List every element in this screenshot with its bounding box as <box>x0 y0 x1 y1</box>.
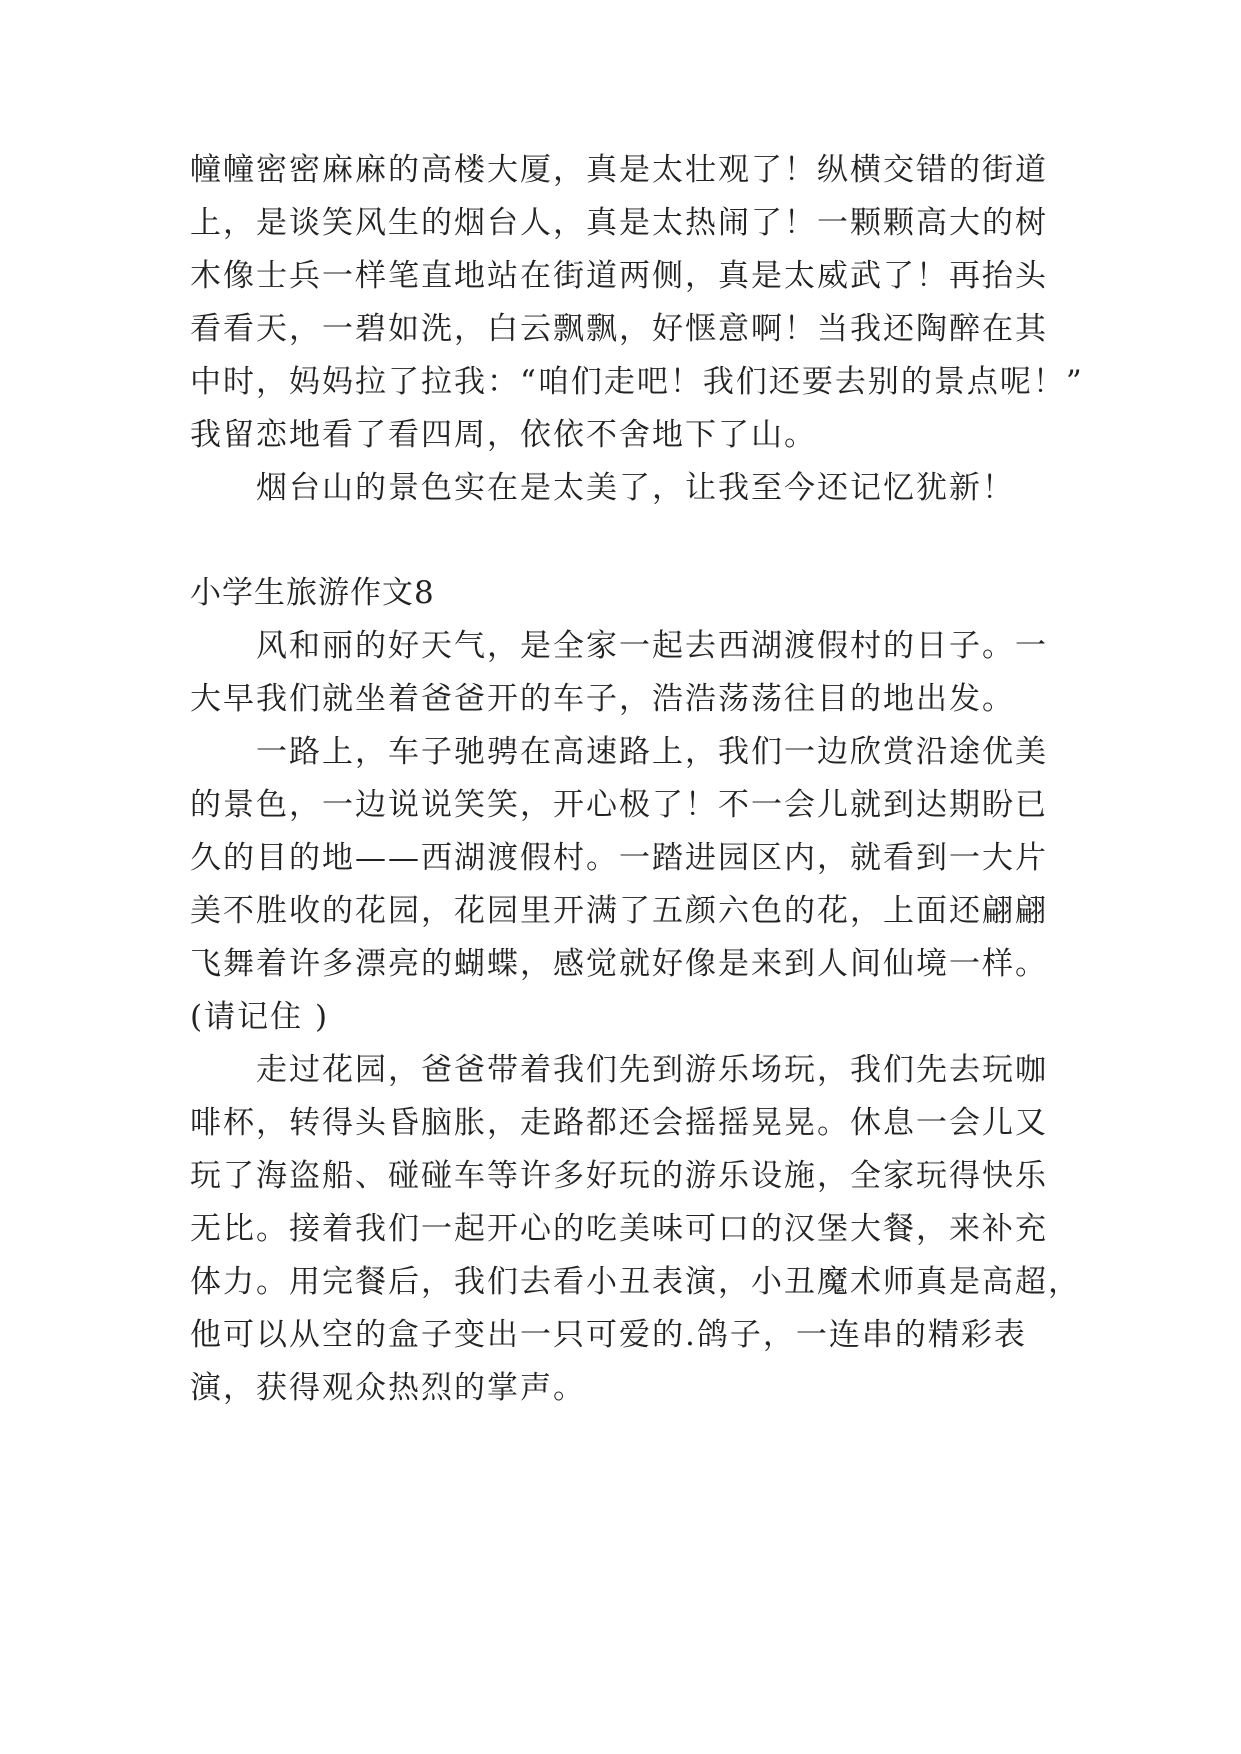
paragraph-line: 大早我们就坐着爸爸开的车子，浩浩荡荡往目的地出发。 <box>190 681 1015 717</box>
paragraph-line: 无比。接着我们一起开心的吃美味可口的汉堡大餐，来补充 <box>190 1211 1048 1247</box>
paragraph-line: 玩了海盗船、碰碰车等许多好玩的游乐设施，全家玩得快乐 <box>190 1158 1048 1194</box>
paragraph-line: 中时，妈妈拉了拉我：“咱们走吧！我们还要去别的景点呢！” <box>190 364 1084 400</box>
paragraph-line: 烟台山的景色实在是太美了，让我至今还记忆犹新！ <box>190 470 1015 506</box>
paragraph-line: 飞舞着许多漂亮的蝴蝶，感觉就好像是来到人间仙境一样。 <box>190 946 1048 982</box>
paragraph-line: 上，是谈笑风生的烟台人，真是太热闹了！一颗颗高大的树 <box>190 205 1048 241</box>
paragraph-line: (请记住 ) <box>190 999 330 1035</box>
paragraph-line: 走过花园，爸爸带着我们先到游乐场玩，我们先去玩咖 <box>190 1052 1048 1088</box>
paragraph-line: 久的目的地——西湖渡假村。一踏进园区内，就看到一大片 <box>190 840 1048 876</box>
paragraph-line: 我留恋地看了看四周，依依不舍地下了山。 <box>190 417 817 453</box>
paragraph-line: 体力。用完餐后，我们去看小丑表演，小丑魔术师真是高超， <box>190 1264 1081 1300</box>
paragraph-line: 幢幢密密麻麻的高楼大厦，真是太壮观了！纵横交错的街道 <box>190 152 1048 188</box>
paragraph-line: 演，获得观众热烈的掌声。 <box>190 1370 586 1406</box>
paragraph-line: 风和丽的好天气，是全家一起去西湖渡假村的日子。一 <box>190 628 1048 664</box>
paragraph-line: 看看天，一碧如洗，白云飘飘，好惬意啊！当我还陶醉在其 <box>190 311 1048 347</box>
paragraph-line: 木像士兵一样笔直地站在街道两侧，真是太威武了！再抬头 <box>190 258 1048 294</box>
paragraph-line: 啡杯，转得头昏脑胀，走路都还会摇摇晃晃。休息一会儿又 <box>190 1105 1048 1141</box>
section-heading: 小学生旅游作文8 <box>190 575 435 611</box>
paragraph-line: 一路上，车子驰骋在高速路上，我们一边欣赏沿途优美 <box>190 734 1048 770</box>
paragraph-line: 他可以从空的盒子变出一只可爱的.鸽子，一连串的精彩表 <box>190 1317 1027 1353</box>
paragraph-line: 的景色，一边说说笑笑，开心极了！不一会儿就到达期盼已 <box>190 787 1048 823</box>
paragraph-line: 美不胜收的花园，花园里开满了五颜六色的花，上面还翩翩 <box>190 893 1048 929</box>
